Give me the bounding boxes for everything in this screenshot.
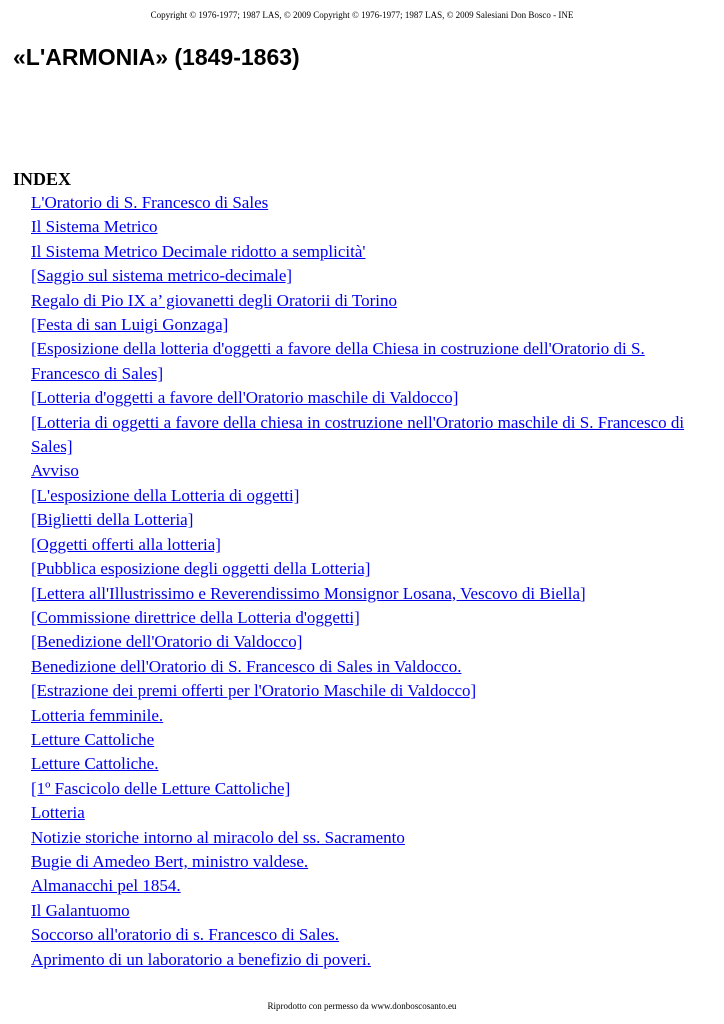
index-link[interactable]: [L'esposizione della Lotteria di oggetti]	[31, 485, 300, 505]
index-item	[31, 264, 703, 288]
index-item	[31, 459, 703, 483]
index-link[interactable]: [Biglietti della Lotteria]	[31, 510, 194, 530]
index-item	[31, 508, 703, 532]
index-link[interactable]: [Pubblica esposizione degli oggetti della Lotteria]	[31, 559, 371, 579]
index-link[interactable]: Avviso	[31, 461, 79, 481]
index-link[interactable]: [Lotteria d'oggetti a favore dell'Oratorio maschile di Valdocco]	[31, 388, 459, 408]
index-item	[31, 874, 703, 898]
index-item	[31, 582, 703, 606]
index-link[interactable]: Bugie di Amedeo Bert, ministro valdese.	[31, 851, 309, 871]
index-link[interactable]: Lotteria femminile.	[31, 705, 164, 725]
index-link[interactable]: [Commissione direttrice della Lotteria d'oggetti]	[31, 607, 360, 627]
copyright-header: Copyright © 1976-1977; 1987 LAS, © 2009 Copyright © 1976-1977; 1987 LAS, © 2009 Salesiani Don Bosco - INE	[150, 10, 574, 20]
index-item	[31, 484, 703, 508]
index-item	[31, 923, 703, 947]
index-link[interactable]: Letture Cattoliche.	[31, 754, 159, 774]
index-link[interactable]: [Oggetti offerti alla lotteria]	[31, 534, 221, 554]
index-item	[31, 679, 703, 703]
index-item	[31, 752, 703, 776]
index-item	[31, 826, 703, 850]
index-item	[31, 533, 703, 557]
index-link[interactable]: [Lotteria di oggetti a favore della chiesa in costruzione nell'Oratorio maschile di S. Francesco di Sales]	[31, 412, 685, 457]
index-link[interactable]: [Lettera all'Illustrissimo e Reverendissimo Monsignor Losana, Vescovo di Biella]	[31, 583, 586, 603]
index-item	[31, 386, 703, 410]
index-link[interactable]: Il Sistema Metrico	[31, 217, 158, 237]
index-item	[31, 777, 703, 801]
index-item	[31, 801, 703, 825]
index-item	[31, 240, 703, 264]
index-link[interactable]: Lotteria	[31, 803, 85, 823]
index-link[interactable]: Regalo di Pio IX a’ giovanetti degli Oratorii di Torino	[31, 290, 397, 310]
document-title: «L'ARMONIA» (1849-1863)	[13, 44, 300, 70]
index-link[interactable]: Almanacchi pel 1854.	[31, 876, 181, 896]
index-item	[31, 655, 703, 679]
footer-credit: Riprodotto con permesso da www.donboscosanto.eu	[267, 1001, 457, 1011]
index-item	[31, 557, 703, 581]
index-item	[31, 191, 703, 215]
index-link[interactable]: Letture Cattoliche	[31, 729, 155, 749]
index-link[interactable]: Benedizione dell'Oratorio di S. Francesco di Sales in Valdocco.	[31, 656, 462, 676]
index-link[interactable]: Notizie storiche intorno al miracolo del ss. Sacramento	[31, 827, 405, 847]
index-link[interactable]: Il Galantuomo	[31, 900, 130, 920]
index-item	[31, 606, 703, 630]
index-item	[31, 728, 703, 752]
index-item	[31, 289, 703, 313]
index-item	[31, 411, 703, 460]
index-item	[31, 215, 703, 239]
index-link[interactable]: [Benedizione dell'Oratorio di Valdocco]	[31, 632, 303, 652]
index-item	[31, 630, 703, 654]
index-link[interactable]: Soccorso all'oratorio di s. Francesco di Sales.	[31, 925, 340, 945]
index-item	[31, 313, 703, 337]
index-link[interactable]: [Estrazione dei premi offerti per l'Oratorio Maschile di Valdocco]	[31, 681, 477, 701]
index-item	[31, 948, 703, 972]
index-list	[31, 191, 703, 972]
index-link[interactable]: Aprimento di un laboratorio a benefizio di poveri.	[31, 949, 371, 969]
index-item	[31, 337, 703, 386]
index-link[interactable]: [1º Fascicolo delle Letture Cattoliche]	[31, 778, 291, 798]
index-item	[31, 850, 703, 874]
index-link[interactable]: [Saggio sul sistema metrico-decimale]	[31, 266, 293, 286]
index-link[interactable]: Il Sistema Metrico Decimale ridotto a semplicità'	[31, 241, 366, 261]
index-heading: INDEX	[13, 169, 72, 189]
index-item	[31, 704, 703, 728]
index-item	[31, 899, 703, 923]
index-link[interactable]: [Esposizione della lotteria d'oggetti a favore della Chiesa in costruzione dell'Oratorio di S. Francesco di Sales]	[31, 339, 645, 383]
index-link[interactable]: [Festa di san Luigi Gonzaga]	[31, 315, 229, 335]
index-link[interactable]: L'Oratorio di S. Francesco di Sales	[31, 193, 269, 212]
